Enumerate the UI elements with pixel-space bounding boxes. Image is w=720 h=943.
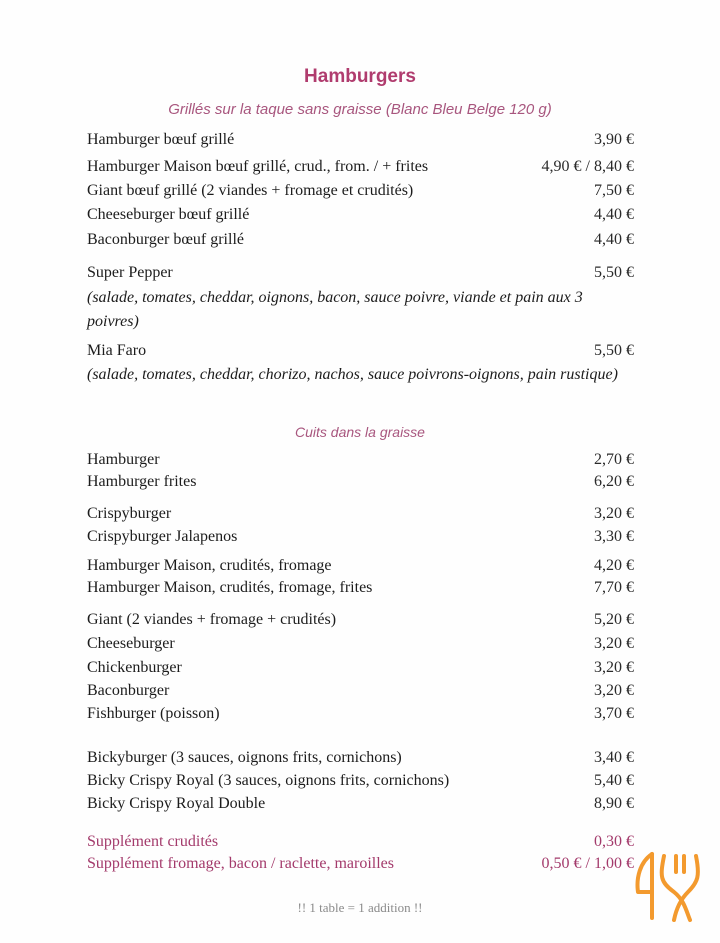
supplement-item: [87, 832, 634, 852]
menu-item: [87, 771, 634, 791]
item-name: Crispyburger Jalapenos: [87, 528, 238, 545]
item-price: 5,40 €: [594, 772, 634, 789]
item-price: 3,20 €: [594, 682, 634, 699]
item-price: 3,70 €: [594, 705, 634, 722]
item-name: Giant bœuf grillé (2 viandes + fromage et crudités): [87, 182, 414, 199]
item-name: Hamburger Maison, crudités, fromage: [87, 557, 332, 574]
item-name: Hamburger bœuf grillé: [87, 131, 235, 148]
item-price: 4,40 €: [594, 206, 634, 223]
item-name: Bicky Crispy Royal (3 sauces, oignons frits, cornichons): [87, 772, 450, 789]
supplement-name: Supplément fromage, bacon / raclette, maroilles: [87, 855, 394, 872]
section-heading-cuits: Cuits dans la graisse: [295, 424, 425, 440]
item-name: Baconburger: [87, 682, 170, 699]
item-price: 4,40 €: [594, 231, 634, 248]
item-name: Fishburger (poisson): [87, 705, 220, 722]
knife-fork-icon: [630, 848, 710, 928]
menu-item: [87, 205, 634, 225]
footer-note: !! 1 table = 1 addition !!: [297, 900, 423, 915]
item-price: 5,50 €: [594, 342, 634, 359]
menu-item: [87, 157, 634, 177]
item-name: Chickenburger: [87, 659, 182, 676]
item-price: 8,90 €: [594, 795, 634, 812]
menu-item: [87, 578, 634, 598]
item-price: 7,70 €: [594, 579, 634, 596]
supplement-price: 0,30 €: [594, 833, 634, 850]
item-price: 5,20 €: [594, 611, 634, 628]
menu-item: [87, 130, 634, 150]
item-price: 5,50 €: [594, 264, 634, 281]
menu-item: [87, 472, 634, 492]
menu-item: [87, 263, 634, 283]
item-name: Crispyburger: [87, 505, 172, 522]
menu-item: [87, 794, 634, 814]
item-name: Cheeseburger: [87, 635, 175, 652]
supplement-name: Supplément crudités: [87, 833, 219, 850]
menu-item: [87, 527, 634, 547]
section-heading-grilles: Grillés sur la taque sans graisse (Blanc Bleu Belge 120 g): [168, 101, 552, 118]
item-price: 4,90 € / 8,40 €: [541, 158, 634, 175]
menu-item: [87, 504, 634, 524]
item-price: 3,20 €: [594, 635, 634, 652]
item-price: 7,50 €: [594, 182, 634, 199]
item-price: 2,70 €: [594, 451, 634, 468]
menu-title: Hamburgers: [304, 66, 416, 87]
menu-item: [87, 610, 634, 630]
item-name: Hamburger frites: [87, 473, 197, 490]
menu-item: [87, 181, 634, 201]
item-name: Hamburger Maison, crudités, fromage, frites: [87, 579, 373, 596]
item-price: 3,90 €: [594, 131, 634, 148]
menu-item: [87, 681, 634, 701]
item-name: Cheeseburger bœuf grillé: [87, 206, 250, 223]
item-name: Super Pepper: [87, 264, 173, 281]
item-price: 3,40 €: [594, 749, 634, 766]
menu-item: [87, 634, 634, 654]
item-description: (salade, tomates, cheddar, oignons, bacon, sauce poivre, viande et pain aux 3 poivres): [87, 289, 583, 330]
item-name: Giant (2 viandes + fromage + crudités): [87, 611, 337, 628]
item-price: 3,20 €: [594, 659, 634, 676]
item-price: 4,20 €: [594, 557, 634, 574]
item-name: Hamburger Maison bœuf grillé, crud., from. / + frites: [87, 158, 429, 175]
item-price: 3,30 €: [594, 528, 634, 545]
item-name: Hamburger: [87, 451, 160, 468]
item-price: 3,20 €: [594, 505, 634, 522]
menu-item: [87, 556, 634, 576]
item-name: Bickyburger (3 sauces, oignons frits, cornichons): [87, 749, 402, 766]
item-name: Baconburger bœuf grillé: [87, 231, 244, 248]
menu-item: [87, 230, 634, 250]
item-name: Bicky Crispy Royal Double: [87, 795, 266, 812]
menu-item: [87, 748, 634, 768]
menu-item: [87, 341, 634, 361]
menu-item: [87, 704, 634, 724]
knife-shape: [638, 854, 652, 918]
item-name: Mia Faro: [87, 342, 147, 359]
supplement-item: [87, 854, 634, 874]
item-description: (salade, tomates, cheddar, chorizo, nachos, sauce poivrons-oignons, pain rustique): [87, 366, 618, 383]
supplement-price: 0,50 € / 1,00 €: [541, 855, 634, 872]
menu-item: [87, 450, 634, 470]
menu-item: [87, 658, 634, 678]
item-price: 6,20 €: [594, 473, 634, 490]
